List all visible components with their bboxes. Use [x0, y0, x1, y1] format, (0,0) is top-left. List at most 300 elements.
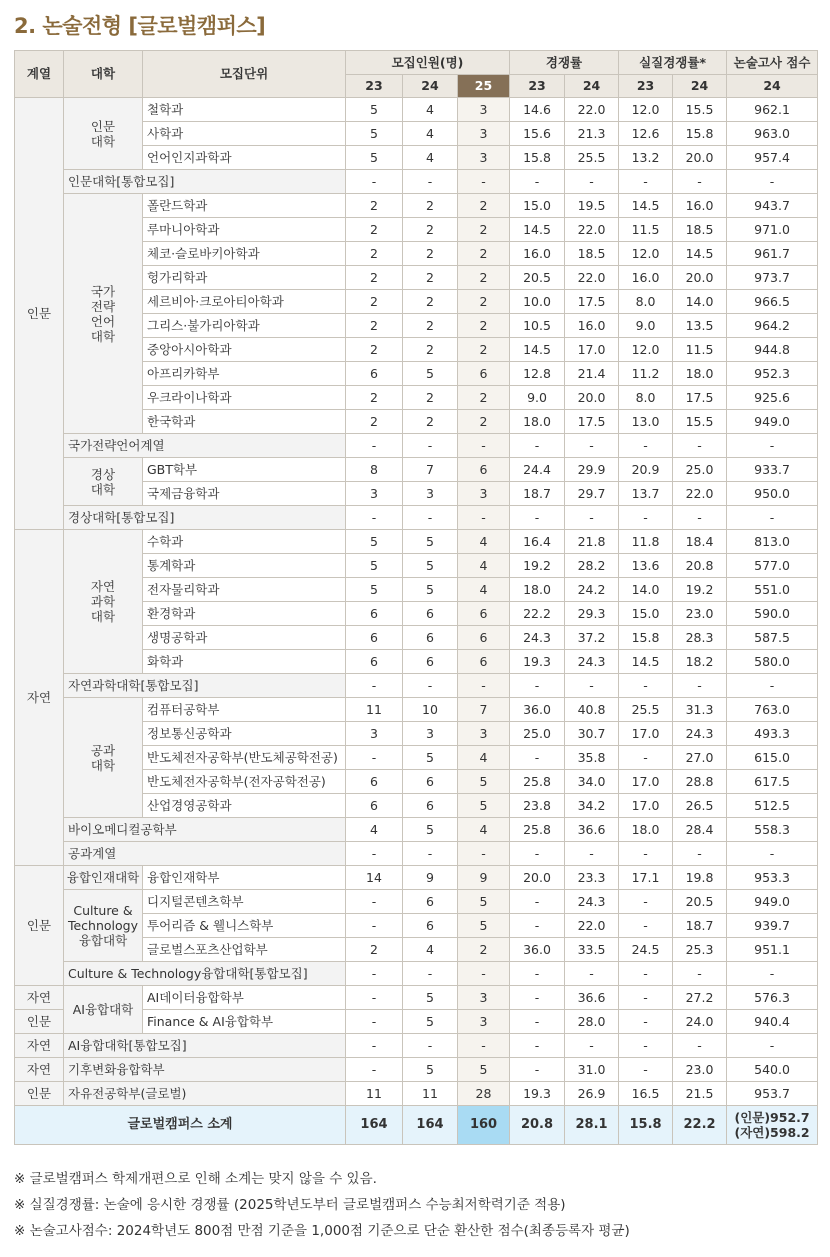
- value-cell: 9.0: [510, 386, 565, 410]
- value-cell: 14.5: [510, 338, 565, 362]
- value-cell: 14.5: [673, 242, 727, 266]
- value-cell: 40.8: [565, 698, 619, 722]
- value-cell: 6: [346, 362, 403, 386]
- value-cell: 20.0: [673, 146, 727, 170]
- value-cell: 33.5: [565, 938, 619, 962]
- value-cell: 2: [458, 938, 510, 962]
- value-cell: -: [619, 434, 673, 458]
- footnote: ※ 글로벌캠퍼스 학제개편으로 인해 소계는 맞지 않을 수 있음.: [14, 1171, 377, 1187]
- value-cell: 10.5: [510, 314, 565, 338]
- value-cell: 925.6: [727, 386, 818, 410]
- value-cell: 12.8: [510, 362, 565, 386]
- value-cell: 4: [403, 122, 458, 146]
- value-cell: 25.0: [510, 722, 565, 746]
- value-cell: 36.6: [565, 818, 619, 842]
- value-cell: 15.8: [673, 122, 727, 146]
- unit-name: 정보통신공학과: [143, 722, 346, 746]
- value-cell: 11: [403, 1082, 458, 1106]
- value-cell: 7: [403, 458, 458, 482]
- value-cell: 2: [458, 386, 510, 410]
- value-cell: 25.8: [510, 770, 565, 794]
- value-cell: -: [673, 434, 727, 458]
- value-cell: 2: [458, 314, 510, 338]
- value-cell: 28.0: [565, 1010, 619, 1034]
- table-row: [15, 1058, 818, 1082]
- value-cell: 25.5: [565, 146, 619, 170]
- value-cell: 493.3: [727, 722, 818, 746]
- college-cell: 경상 대학: [64, 458, 143, 506]
- value-cell: 3: [458, 146, 510, 170]
- value-cell: 3: [346, 482, 403, 506]
- value-cell: -: [619, 170, 673, 194]
- header-quota: 모집인원(명): [346, 51, 510, 75]
- header-competition: 경쟁률: [510, 51, 619, 75]
- table-row: [15, 170, 818, 194]
- value-cell: 951.1: [727, 938, 818, 962]
- unit-name: 우크라이나학과: [143, 386, 346, 410]
- unit-name: 환경학과: [143, 602, 346, 626]
- value-cell: 23.0: [673, 602, 727, 626]
- value-cell: 615.0: [727, 746, 818, 770]
- value-cell: 6: [458, 362, 510, 386]
- value-cell: 5: [403, 818, 458, 842]
- value-cell: 6: [403, 626, 458, 650]
- value-cell: 957.4: [727, 146, 818, 170]
- unit-name: 인문대학[통합모집]: [64, 170, 346, 194]
- unit-name: 세르비아·크로아티아학과: [143, 290, 346, 314]
- table-row: [15, 986, 818, 1010]
- value-cell: 15.8: [619, 626, 673, 650]
- value-cell: 34.2: [565, 794, 619, 818]
- value-cell: 11.8: [619, 530, 673, 554]
- value-cell: 6: [458, 626, 510, 650]
- total-value: 164: [403, 1106, 458, 1145]
- value-cell: 18.0: [619, 818, 673, 842]
- value-cell: 14.0: [619, 578, 673, 602]
- value-cell: 24.3: [565, 650, 619, 674]
- college-cell: 인문 대학: [64, 98, 143, 170]
- table-row: [15, 1082, 818, 1106]
- value-cell: 961.7: [727, 242, 818, 266]
- value-cell: -: [673, 962, 727, 986]
- value-cell: 2: [403, 218, 458, 242]
- value-cell: 4: [458, 746, 510, 770]
- value-cell: -: [346, 1034, 403, 1058]
- unit-name: 자연과학대학[통합모집]: [64, 674, 346, 698]
- value-cell: 15.5: [673, 410, 727, 434]
- value-cell: 7: [458, 698, 510, 722]
- value-cell: -: [458, 506, 510, 530]
- value-cell: 512.5: [727, 794, 818, 818]
- value-cell: 3: [458, 122, 510, 146]
- category-cell: 자연: [15, 530, 64, 866]
- value-cell: 18.5: [673, 218, 727, 242]
- value-cell: 5: [458, 890, 510, 914]
- value-cell: 18.2: [673, 650, 727, 674]
- value-cell: 8.0: [619, 386, 673, 410]
- value-cell: 14.6: [510, 98, 565, 122]
- value-cell: 36.6: [565, 986, 619, 1010]
- table-row: [15, 1034, 818, 1058]
- value-cell: 18.0: [510, 410, 565, 434]
- value-cell: 24.4: [510, 458, 565, 482]
- value-cell: 23.3: [565, 866, 619, 890]
- value-cell: 2: [346, 290, 403, 314]
- value-cell: 2: [458, 218, 510, 242]
- value-cell: 943.7: [727, 194, 818, 218]
- value-cell: 6: [346, 650, 403, 674]
- admission-table: [14, 50, 818, 1145]
- value-cell: 952.3: [727, 362, 818, 386]
- value-cell: 19.2: [673, 578, 727, 602]
- value-cell: 8.0: [619, 290, 673, 314]
- college-cell: 공과 대학: [64, 698, 143, 818]
- value-cell: 2: [403, 194, 458, 218]
- value-cell: -: [565, 506, 619, 530]
- value-cell: 2: [346, 218, 403, 242]
- value-cell: 2: [346, 314, 403, 338]
- value-cell: 576.3: [727, 986, 818, 1010]
- college-cell: 자연 과학 대학: [64, 530, 143, 674]
- unit-name: 그리스·불가리아학과: [143, 314, 346, 338]
- value-cell: 17.5: [565, 290, 619, 314]
- value-cell: -: [565, 1034, 619, 1058]
- value-cell: 17.5: [565, 410, 619, 434]
- value-cell: 953.7: [727, 1082, 818, 1106]
- value-cell: 14: [346, 866, 403, 890]
- value-cell: 24.0: [673, 1010, 727, 1034]
- value-cell: 13.7: [619, 482, 673, 506]
- value-cell: 6: [458, 650, 510, 674]
- value-cell: 19.2: [510, 554, 565, 578]
- value-cell: 2: [346, 194, 403, 218]
- unit-name: 화학과: [143, 650, 346, 674]
- unit-name: 기후변화융합학부: [64, 1058, 346, 1082]
- header-year: 24: [727, 75, 818, 98]
- value-cell: 17.0: [565, 338, 619, 362]
- footnote: ※ 실질경쟁률: 논술에 응시한 경쟁률 (2025학년도부터 글로벌캠퍼스 수능최저학력기준 적용): [14, 1197, 566, 1213]
- value-cell: 21.5: [673, 1082, 727, 1106]
- value-cell: 2: [403, 386, 458, 410]
- unit-name: 통계학과: [143, 554, 346, 578]
- value-cell: 2: [458, 410, 510, 434]
- value-cell: 16.5: [619, 1082, 673, 1106]
- value-cell: 18.7: [510, 482, 565, 506]
- value-cell: 2: [346, 242, 403, 266]
- value-cell: 4: [403, 98, 458, 122]
- value-cell: 3: [403, 722, 458, 746]
- college-cell: 융합인재대학: [64, 866, 143, 890]
- value-cell: -: [619, 842, 673, 866]
- value-cell: 6: [346, 626, 403, 650]
- unit-name: 생명공학과: [143, 626, 346, 650]
- unit-name: 헝가리학과: [143, 266, 346, 290]
- value-cell: -: [510, 1034, 565, 1058]
- value-cell: 18.7: [673, 914, 727, 938]
- value-cell: -: [619, 674, 673, 698]
- value-cell: 26.5: [673, 794, 727, 818]
- value-cell: 18.5: [565, 242, 619, 266]
- value-cell: 2: [403, 290, 458, 314]
- value-cell: 12.0: [619, 242, 673, 266]
- total-value: 15.8: [619, 1106, 673, 1145]
- value-cell: -: [458, 434, 510, 458]
- value-cell: 14.5: [510, 218, 565, 242]
- value-cell: -: [619, 1010, 673, 1034]
- unit-name: 사학과: [143, 122, 346, 146]
- unit-name: 글로벌스포츠산업학부: [143, 938, 346, 962]
- unit-name: 바이오메디컬공학부: [64, 818, 346, 842]
- value-cell: 19.8: [673, 866, 727, 890]
- value-cell: 14.0: [673, 290, 727, 314]
- value-cell: 964.2: [727, 314, 818, 338]
- value-cell: 16.0: [619, 266, 673, 290]
- unit-name: 아프리카학부: [143, 362, 346, 386]
- value-cell: 24.3: [565, 890, 619, 914]
- unit-name: 전자물리학과: [143, 578, 346, 602]
- value-cell: -: [510, 962, 565, 986]
- value-cell: 5: [403, 530, 458, 554]
- value-cell: -: [346, 674, 403, 698]
- value-cell: 28.2: [565, 554, 619, 578]
- value-cell: -: [673, 674, 727, 698]
- value-cell: 8: [346, 458, 403, 482]
- value-cell: -: [673, 842, 727, 866]
- value-cell: 973.7: [727, 266, 818, 290]
- value-cell: -: [403, 674, 458, 698]
- table-row: [15, 194, 818, 218]
- value-cell: 13.5: [673, 314, 727, 338]
- value-cell: -: [510, 986, 565, 1010]
- value-cell: 20.8: [673, 554, 727, 578]
- total-row: [15, 1106, 818, 1145]
- value-cell: -: [619, 986, 673, 1010]
- value-cell: 19.3: [510, 650, 565, 674]
- value-cell: 22.0: [565, 914, 619, 938]
- footnote: ※ 논술고사점수: 2024학년도 800점 만점 기준을 1,000점 기준으로 단순 환산한 점수(최종등록자 평균): [14, 1223, 630, 1239]
- total-score-jayeon: (자연)598.2: [734, 1125, 810, 1140]
- value-cell: 11: [346, 698, 403, 722]
- value-cell: 17.1: [619, 866, 673, 890]
- value-cell: 2: [346, 386, 403, 410]
- table-row: [15, 890, 818, 914]
- total-value: 164: [346, 1106, 403, 1145]
- value-cell: -: [510, 506, 565, 530]
- value-cell: 4: [458, 818, 510, 842]
- value-cell: -: [619, 914, 673, 938]
- value-cell: 20.9: [619, 458, 673, 482]
- unit-name: 산업경영공학과: [143, 794, 346, 818]
- value-cell: 5: [458, 914, 510, 938]
- value-cell: 6: [403, 914, 458, 938]
- category-cell: 인문: [15, 1082, 64, 1106]
- unit-name: 경상대학[통합모집]: [64, 506, 346, 530]
- value-cell: -: [346, 986, 403, 1010]
- value-cell: 26.9: [565, 1082, 619, 1106]
- value-cell: 30.7: [565, 722, 619, 746]
- header-unit: 모집단위: [143, 51, 346, 98]
- value-cell: 15.0: [619, 602, 673, 626]
- total-value: 28.1: [565, 1106, 619, 1145]
- value-cell: 24.2: [565, 578, 619, 602]
- value-cell: 3: [458, 1010, 510, 1034]
- value-cell: 9: [403, 866, 458, 890]
- value-cell: 27.0: [673, 746, 727, 770]
- value-cell: 6: [403, 770, 458, 794]
- unit-name: 컴퓨터공학부: [143, 698, 346, 722]
- value-cell: 2: [346, 338, 403, 362]
- header-year: 24: [565, 75, 619, 98]
- value-cell: 5: [346, 578, 403, 602]
- value-cell: 5: [458, 1058, 510, 1082]
- value-cell: 939.7: [727, 914, 818, 938]
- value-cell: 2: [458, 266, 510, 290]
- value-cell: 6: [403, 602, 458, 626]
- value-cell: 17.5: [673, 386, 727, 410]
- value-cell: 5: [403, 746, 458, 770]
- value-cell: 5: [403, 1010, 458, 1034]
- value-cell: 15.6: [510, 122, 565, 146]
- header-year: 24: [403, 75, 458, 98]
- value-cell: 20.0: [565, 386, 619, 410]
- value-cell: 13.6: [619, 554, 673, 578]
- value-cell: 3: [458, 482, 510, 506]
- value-cell: 577.0: [727, 554, 818, 578]
- value-cell: 23.0: [673, 1058, 727, 1082]
- table-row: [15, 458, 818, 482]
- value-cell: -: [458, 962, 510, 986]
- unit-name: 언어인지과학과: [143, 146, 346, 170]
- value-cell: 949.0: [727, 410, 818, 434]
- value-cell: 31.3: [673, 698, 727, 722]
- value-cell: 3: [458, 98, 510, 122]
- value-cell: -: [619, 1058, 673, 1082]
- value-cell: 21.8: [565, 530, 619, 554]
- value-cell: 813.0: [727, 530, 818, 554]
- unit-name: 루마니아학과: [143, 218, 346, 242]
- value-cell: 4: [346, 818, 403, 842]
- value-cell: -: [458, 842, 510, 866]
- value-cell: 13.2: [619, 146, 673, 170]
- value-cell: 29.9: [565, 458, 619, 482]
- value-cell: 28.3: [673, 626, 727, 650]
- unit-name: 철학과: [143, 98, 346, 122]
- value-cell: 25.3: [673, 938, 727, 962]
- value-cell: 18.0: [510, 578, 565, 602]
- value-cell: -: [346, 1058, 403, 1082]
- value-cell: 12.0: [619, 338, 673, 362]
- value-cell: 12.0: [619, 98, 673, 122]
- category-cell: 자연: [15, 986, 64, 1010]
- category-cell: 인문: [15, 1010, 64, 1034]
- value-cell: 16.4: [510, 530, 565, 554]
- college-cell: AI융합대학: [64, 986, 143, 1034]
- value-cell: 18.0: [673, 362, 727, 386]
- value-cell: 11.2: [619, 362, 673, 386]
- value-cell: -: [458, 1034, 510, 1058]
- value-cell: -: [346, 962, 403, 986]
- value-cell: -: [510, 1058, 565, 1082]
- value-cell: 5: [458, 770, 510, 794]
- value-cell: 21.3: [565, 122, 619, 146]
- value-cell: 580.0: [727, 650, 818, 674]
- unit-name: 공과계열: [64, 842, 346, 866]
- unit-name: 반도체전자공학부(전자공학전공): [143, 770, 346, 794]
- value-cell: -: [565, 170, 619, 194]
- value-cell: 540.0: [727, 1058, 818, 1082]
- unit-name: 한국학과: [143, 410, 346, 434]
- value-cell: -: [403, 842, 458, 866]
- value-cell: 16.0: [673, 194, 727, 218]
- value-cell: -: [510, 1010, 565, 1034]
- value-cell: 5: [403, 554, 458, 578]
- college-cell: 국가 전략 언어 대학: [64, 194, 143, 434]
- value-cell: 22.2: [510, 602, 565, 626]
- table-row: [15, 842, 818, 866]
- value-cell: 587.5: [727, 626, 818, 650]
- value-cell: 551.0: [727, 578, 818, 602]
- value-cell: 22.0: [565, 266, 619, 290]
- value-cell: -: [346, 1010, 403, 1034]
- value-cell: -: [619, 890, 673, 914]
- total-score: [727, 1106, 818, 1145]
- value-cell: 4: [458, 578, 510, 602]
- table-row: [15, 506, 818, 530]
- value-cell: -: [673, 506, 727, 530]
- value-cell: 19.5: [565, 194, 619, 218]
- value-cell: 34.0: [565, 770, 619, 794]
- value-cell: 4: [403, 938, 458, 962]
- value-cell: 29.7: [565, 482, 619, 506]
- value-cell: 763.0: [727, 698, 818, 722]
- value-cell: -: [727, 506, 818, 530]
- value-cell: 9: [458, 866, 510, 890]
- value-cell: -: [403, 506, 458, 530]
- value-cell: -: [458, 170, 510, 194]
- value-cell: 5: [346, 98, 403, 122]
- value-cell: 6: [346, 602, 403, 626]
- value-cell: 14.5: [619, 650, 673, 674]
- value-cell: 2: [346, 410, 403, 434]
- value-cell: 15.5: [673, 98, 727, 122]
- unit-name: AI융합대학[통합모집]: [64, 1034, 346, 1058]
- value-cell: -: [673, 170, 727, 194]
- value-cell: -: [403, 962, 458, 986]
- value-cell: 2: [403, 242, 458, 266]
- value-cell: 971.0: [727, 218, 818, 242]
- value-cell: 3: [458, 722, 510, 746]
- value-cell: 2: [403, 410, 458, 434]
- category-cell: 자연: [15, 1034, 64, 1058]
- value-cell: 14.5: [619, 194, 673, 218]
- table-row: [15, 962, 818, 986]
- value-cell: 2: [403, 314, 458, 338]
- value-cell: -: [346, 434, 403, 458]
- unit-name: AI데이터융합학부: [143, 986, 346, 1010]
- value-cell: -: [458, 674, 510, 698]
- value-cell: -: [346, 890, 403, 914]
- unit-name: 반도체전자공학부(반도체공학전공): [143, 746, 346, 770]
- header-real-competition: 실질경쟁률*: [619, 51, 727, 75]
- value-cell: 13.0: [619, 410, 673, 434]
- value-cell: 15.0: [510, 194, 565, 218]
- value-cell: 25.0: [673, 458, 727, 482]
- value-cell: -: [619, 962, 673, 986]
- header-year: 24: [673, 75, 727, 98]
- header-year: 23: [619, 75, 673, 98]
- value-cell: 22.0: [565, 218, 619, 242]
- table-row: [15, 698, 818, 722]
